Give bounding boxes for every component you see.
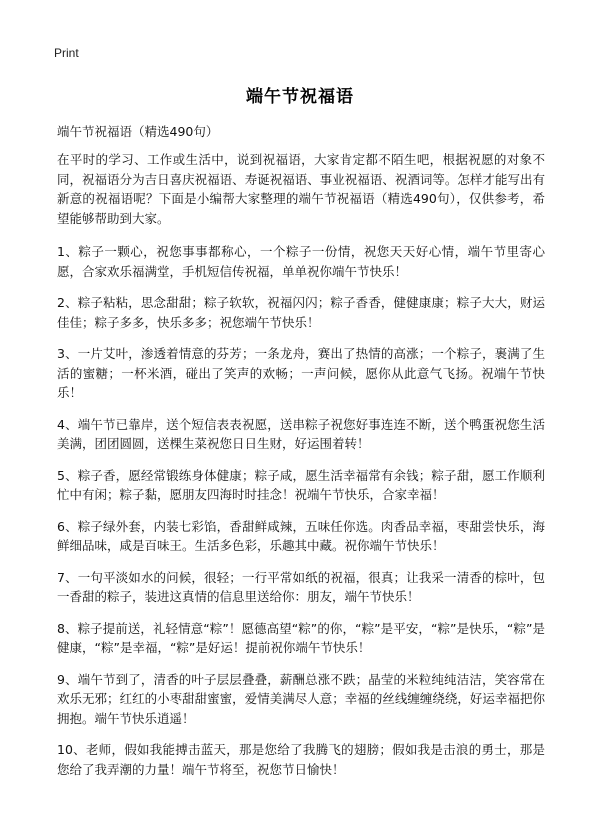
greeting-item-1: 1、粽子一颗心，祝您事事都称心，一个粽子一份情，祝您天天好心情，端午节里寄心愿，合家欢乐福满堂，手机短信传祝福，单单祝你端午节快乐！ — [57, 244, 545, 279]
greeting-item-7: 7、一句平淡如水的问候，很轻；一行平常如纸的祝福，很真；让我采一清香的棕叶，包一香甜的粽子，装进这真情的信息里送给你：朋友，端午节快乐！ — [57, 569, 545, 604]
intro-paragraph: 在平时的学习、工作或生活中，说到祝福语，大家肯定都不陌生吧，根据祝愿的对象不同，祝福语分为吉日喜庆祝福语、寿诞祝福语、事业祝福语、祝酒词等。怎样才能写出有新意的祝福语呢？下面是小编帮大家整理的端午节祝福语（精选490句），仅供参考，希望能够帮助到大家。 — [57, 152, 545, 226]
greeting-item-3: 3、一片艾叶，渗透着情意的芬芳；一条龙舟，赛出了热情的高涨；一个粽子，裹满了生活的蜜糖；一杯米酒，碰出了笑声的欢畅；一声问候，愿你从此意气飞扬。祝端午节快乐！ — [57, 346, 545, 400]
page-title: 端午节祝福语 — [246, 87, 354, 107]
greeting-item-5: 5、粽子香，愿经常锻练身体健康；粽子咸，愿生活幸福常有余钱；粽子甜，愿工作顺利忙中有闲；粽子黏，愿朋友四海时时挂念！祝端午节快乐，合家幸福！ — [57, 467, 545, 502]
greeting-item-10: 10、老师，假如我能搏击蓝天，那是您给了我腾飞的翅膀；假如我是击浪的勇士，那是您给了我弄潮的力量！端午节将至，祝您节日愉快！ — [57, 742, 545, 777]
subtitle: 端午节祝福语（精选490句） — [57, 124, 219, 139]
greeting-item-8: 8、粽子提前送，礼轻情意“粽”！愿德高望“粽”的你，“粽”是平安，“粽”是快乐，“粽”是健康，“粽”是幸福，“粽”是好运！提前祝你端午节快乐！ — [57, 620, 545, 655]
greeting-item-4: 4、端午节已靠岸，送个短信表表祝愿，送串粽子祝您好事连连不断，送个鸭蛋祝您生活美满，团团圆圆，送棵生菜祝您日日生财，好运围着转！ — [57, 416, 545, 451]
print-link[interactable]: Print — [54, 46, 79, 60]
greeting-item-9: 9、端午节到了，清香的叶子层层叠叠，薪酬总涨不跌；晶莹的米粒纯纯洁洁，笑容常在欢乐无邪；红红的小枣甜甜蜜蜜，爱情美满尽人意；幸福的丝线缠缠绕绕，好运幸福把你拥抱。端午节快乐逍遥！ — [57, 671, 545, 726]
article-body — [57, 150, 545, 791]
greeting-item-6: 6、粽子绿外套，内装七彩馅，香甜鲜咸辣，五味任你选。肉香品幸福，枣甜尝快乐，海鲜细品味，咸是百味王。生活多色彩，乐趣其中藏。祝你端午节快乐！ — [57, 518, 545, 553]
greeting-item-2: 2、粽子粘粘，思念甜甜；粽子软软，祝福闪闪；粽子香香，健健康康；粽子大大，财运佳佳；粽子多多，快乐多多；祝您端午节快乐！ — [57, 295, 545, 330]
